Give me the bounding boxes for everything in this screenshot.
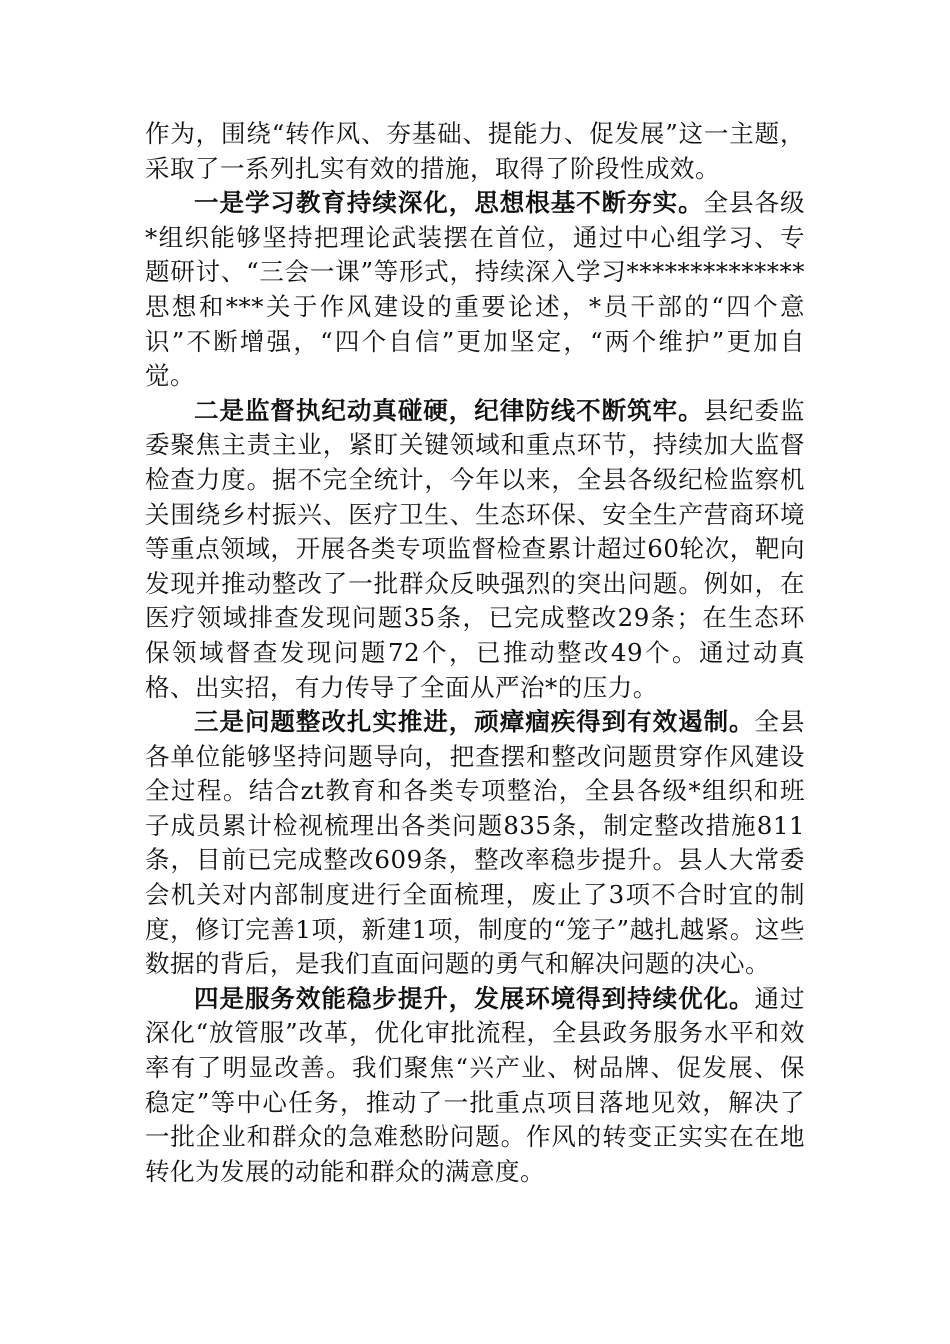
paragraph-point-3 xyxy=(145,705,805,982)
paragraph-lead: 三是问题整改扎实推进，顽瘴痼疾得到有效遏制。 xyxy=(194,707,755,737)
paragraph-lead: 二是监督执纪动真碰硬，纪律防线不断筑牢。 xyxy=(194,395,704,425)
paragraph-text: 通过深化“放管服”改革，优化审批流程，全县政务服务水平和效率有了明显改善。我们聚焦“兴产业、树品牌、促发展、保稳定”等中心任务，推动了一批重点项目落地见效，解决了一批企业和群众的急难愁盼问题。作风的转变正实实在在地转化为发展的动能和群众的满意度。 xyxy=(145,983,806,1186)
paragraph-text: 全县各单位能够坚持问题导向，把查摆和整改问题贯穿作风建设全过程。结合zt教育和各类专项整治，全县各级*组织和班子成员累计检视梳理出各类问题835条，制定整改措施811条，目前已完成整改609条，整改率稳步提升。县人大常委会机关对内部制度进行全面梳理，废止了3项不合时宜的制度，修订完善1项，新建1项，制度的“笼子”越扎越紧。这些数据的背后，是我们直面问题的勇气和解决问题的决心。 xyxy=(145,707,806,979)
paragraph-text: 县纪委监委聚焦主责主业，紧盯关键领域和重点环节，持续加大监督检查力度。据不完全统计，今年以来，全县各级纪检监察机关围绕乡村振兴、医疗卫生、生态环保、安全生产营商环境等重点领域，开展各类专项监督检查累计超过60轮次，靶向发现并推动整改了一批群众反映强烈的突出问题。例如，在医疗领域排查发现问题35条，已完成整改29条；在生态环保领域督查发现问题72个，已推动整改49个。通过动真格、出实招，有力传导了全面从严治*的压力。 xyxy=(145,395,806,702)
paragraph-point-4 xyxy=(145,982,805,1190)
paragraph-intro xyxy=(145,117,805,186)
paragraph-text: 全县各级*组织能够坚持把理论武装摆在首位，通过中心组学习、专题研讨、“三会一课”等形式，持续深入学习**************思想和***关于作风建设的重要论述，*员干部的“四个意识”不断增强，“四个自信”更加坚定，“两个维护”更加自觉。 xyxy=(145,188,806,391)
document-body xyxy=(145,117,805,1189)
paragraph-lead: 四是服务效能稳步提升，发展环境得到持续优化。 xyxy=(194,983,755,1013)
paragraph-lead: 一是学习教育持续深化，思想根基不断夯实。 xyxy=(194,188,704,218)
paragraph-text: 作为，围绕“转作风、夯基础、提能力、促发展”这一主题，采取了一系列扎实有效的措施，取得了阶段性成效。 xyxy=(145,119,805,183)
paragraph-point-2 xyxy=(145,394,805,705)
paragraph-point-1 xyxy=(145,186,805,394)
